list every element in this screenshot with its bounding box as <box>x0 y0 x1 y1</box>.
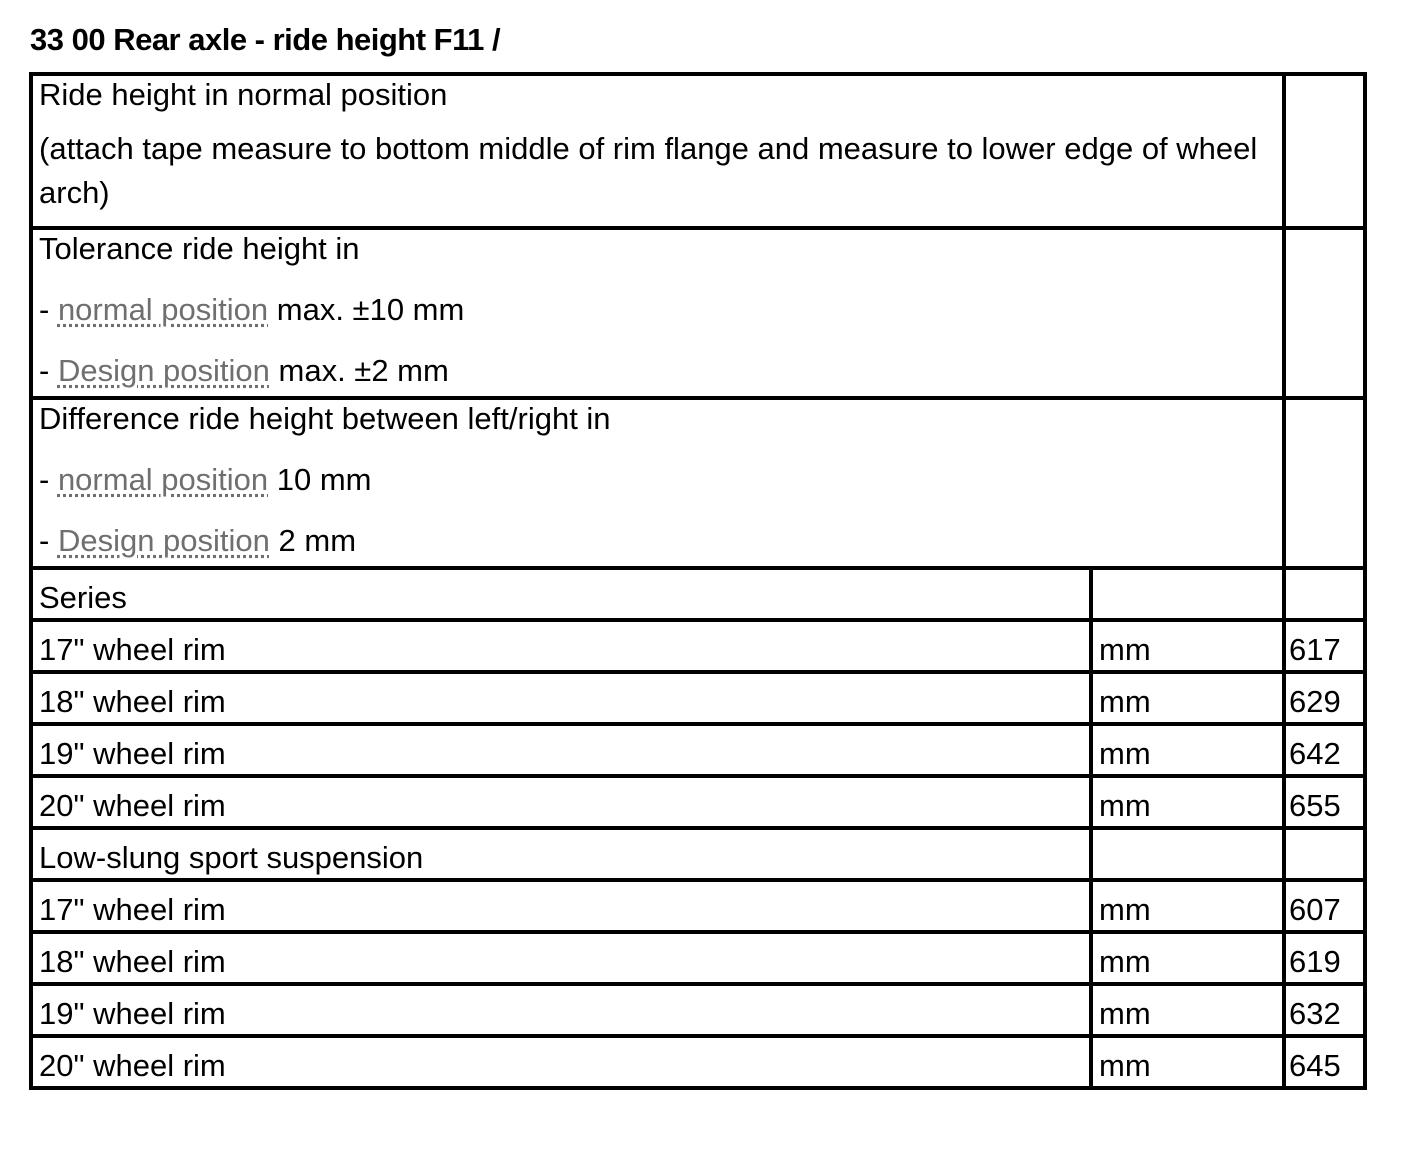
normal-position-link[interactable]: normal position <box>57 462 269 498</box>
low-slung-unit-empty <box>1091 828 1284 880</box>
tolerance-heading: Tolerance ride height in <box>39 231 360 266</box>
unit: mm <box>1091 932 1284 984</box>
unit: mm <box>1091 776 1284 828</box>
rim-size: 20" wheel rim <box>31 776 1091 828</box>
page-title: 33 00 Rear axle - ride height F11 / <box>30 22 501 57</box>
rim-size: 18" wheel rim <box>31 932 1091 984</box>
series-unit-empty <box>1091 568 1284 620</box>
table-row <box>31 724 1365 776</box>
height-value: 607 <box>1284 880 1365 932</box>
height-value: 632 <box>1284 984 1365 1036</box>
difference-row <box>31 398 1365 568</box>
ride-height-empty-cell <box>1284 74 1365 228</box>
low-slung-value-empty <box>1284 828 1365 880</box>
rim-size: 18" wheel rim <box>31 672 1091 724</box>
table-row <box>31 984 1365 1036</box>
rim-size: 19" wheel rim <box>31 724 1091 776</box>
table-row <box>31 932 1365 984</box>
tolerance-cell <box>31 228 1284 398</box>
unit: mm <box>1091 724 1284 776</box>
unit: mm <box>1091 880 1284 932</box>
unit: mm <box>1091 672 1284 724</box>
table-row <box>31 880 1365 932</box>
ride-height-instructions: (attach tape measure to bottom middle of rim flange and measure to lower edge of wheel arch) <box>39 131 1258 211</box>
ride-height-row <box>31 74 1365 228</box>
tolerance-item-normal: - normal position max. ±10 mm <box>39 292 465 328</box>
rim-size: 17" wheel rim <box>31 880 1091 932</box>
difference-item-normal: - normal position 10 mm <box>39 462 372 498</box>
tolerance-item-design: - Design position max. ±2 mm <box>39 353 449 389</box>
tolerance-row <box>31 228 1365 398</box>
difference-heading: Difference ride height between left/right in <box>39 401 611 436</box>
unit: mm <box>1091 620 1284 672</box>
height-value: 629 <box>1284 672 1365 724</box>
height-value: 642 <box>1284 724 1365 776</box>
rim-size: 19" wheel rim <box>31 984 1091 1036</box>
series-value-empty <box>1284 568 1365 620</box>
ride-height-table <box>29 72 1367 1090</box>
height-value: 619 <box>1284 932 1365 984</box>
difference-cell <box>31 398 1284 568</box>
unit: mm <box>1091 1036 1284 1088</box>
table-row <box>31 672 1365 724</box>
height-value: 645 <box>1284 1036 1365 1088</box>
table-row <box>31 620 1365 672</box>
table-row <box>31 776 1365 828</box>
table-row <box>31 1036 1365 1088</box>
design-position-link[interactable]: Design position <box>57 353 270 389</box>
low-slung-label: Low-slung sport suspension <box>31 828 1091 880</box>
design-position-link[interactable]: Design position <box>57 523 270 559</box>
series-label: Series <box>31 568 1091 620</box>
unit: mm <box>1091 984 1284 1036</box>
ride-height-cell <box>31 74 1284 228</box>
ride-height-heading: Ride height in normal position <box>39 77 448 112</box>
normal-position-link[interactable]: normal position <box>57 292 269 328</box>
rim-size: 17" wheel rim <box>31 620 1091 672</box>
difference-item-design: - Design position 2 mm <box>39 523 357 559</box>
low-slung-header-row <box>31 828 1365 880</box>
difference-empty-cell <box>1284 398 1365 568</box>
series-header-row <box>31 568 1365 620</box>
rim-size: 20" wheel rim <box>31 1036 1091 1088</box>
height-value: 617 <box>1284 620 1365 672</box>
tolerance-empty-cell <box>1284 228 1365 398</box>
height-value: 655 <box>1284 776 1365 828</box>
